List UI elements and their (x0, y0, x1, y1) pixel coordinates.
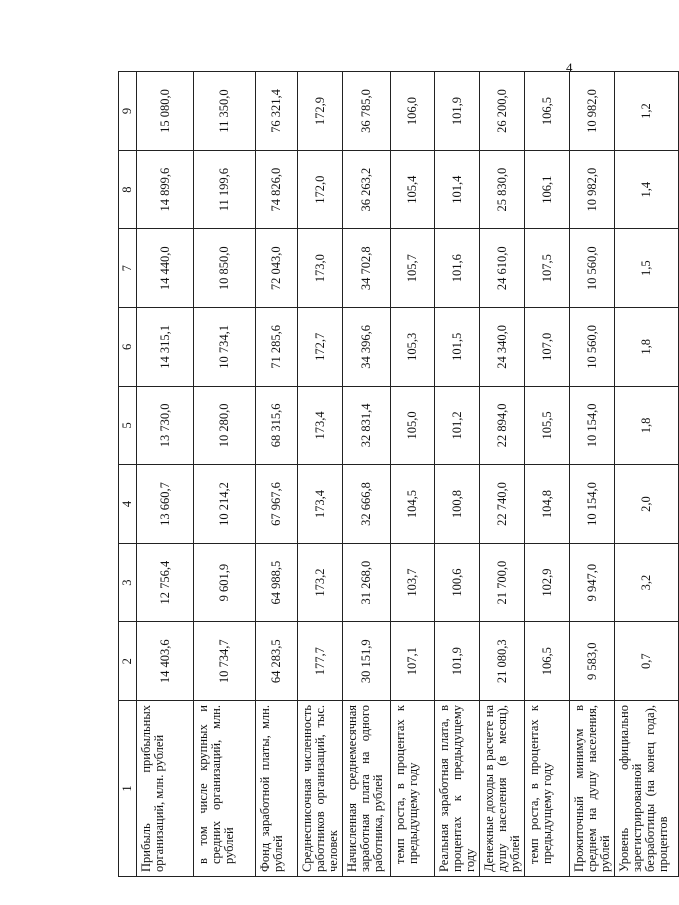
header-cell: 5 (119, 386, 137, 465)
value-cell: 106,5 (525, 72, 570, 151)
value-cell: 14 403,6 (137, 622, 194, 701)
value-cell: 101,4 (435, 150, 480, 229)
value-cell: 1,8 (615, 386, 679, 465)
row-label: Фонд заработной платы, млн. рублей (256, 701, 298, 877)
value-cell: 106,5 (525, 622, 570, 701)
header-cell: 1 (119, 701, 137, 877)
table-row (391, 72, 435, 877)
row-label: Уровень официально зарегистрированной безработицы (на конец года), процентов (615, 701, 679, 877)
value-cell: 11 199,6 (194, 150, 256, 229)
value-cell: 76 321,4 (256, 72, 298, 151)
value-cell: 107,0 (525, 308, 570, 387)
value-cell: 103,7 (391, 543, 435, 622)
header-cell: 4 (119, 465, 137, 544)
value-cell: 21 700,0 (480, 543, 525, 622)
value-cell: 106,1 (525, 150, 570, 229)
value-cell: 173,4 (298, 386, 343, 465)
table-row (525, 72, 570, 877)
value-cell: 32 831,4 (343, 386, 391, 465)
value-cell: 13 730,0 (137, 386, 194, 465)
row-label: Денежные доходы в расчете на душу населения (в месяц), рублей (480, 701, 525, 877)
value-cell: 101,6 (435, 229, 480, 308)
statistics-table (118, 71, 679, 877)
row-label: Среднесписочная численность работников организаций, тыс. человек (298, 701, 343, 877)
table-row (435, 72, 480, 877)
value-cell: 104,5 (391, 465, 435, 544)
value-cell: 21 080,3 (480, 622, 525, 701)
value-cell: 102,9 (525, 543, 570, 622)
value-cell: 64 283,5 (256, 622, 298, 701)
value-cell: 36 785,0 (343, 72, 391, 151)
value-cell: 173,0 (298, 229, 343, 308)
value-cell: 22 740,0 (480, 465, 525, 544)
value-cell: 9 583,0 (570, 622, 615, 701)
value-cell: 32 666,8 (343, 465, 391, 544)
row-label: Прожиточный минимум в среднем на душу населения, рублей (570, 701, 615, 877)
value-cell: 67 967,6 (256, 465, 298, 544)
table-row (480, 72, 525, 877)
header-row (119, 72, 137, 877)
value-cell: 101,9 (435, 622, 480, 701)
header-cell: 6 (119, 308, 137, 387)
row-label: темп роста, в процентах к предыдущему году (525, 701, 570, 877)
row-label: Реальная заработная плата, в процентах к предыдущему году (435, 701, 480, 877)
value-cell: 106,0 (391, 72, 435, 151)
value-cell: 14 899,6 (137, 150, 194, 229)
value-cell: 10 560,0 (570, 229, 615, 308)
value-cell: 2,0 (615, 465, 679, 544)
table-row (137, 72, 194, 877)
value-cell: 105,3 (391, 308, 435, 387)
value-cell: 107,5 (525, 229, 570, 308)
value-cell: 10 214,2 (194, 465, 256, 544)
value-cell: 107,1 (391, 622, 435, 701)
value-cell: 30 151,9 (343, 622, 391, 701)
value-cell: 173,2 (298, 543, 343, 622)
value-cell: 13 660,7 (137, 465, 194, 544)
value-cell: 1,5 (615, 229, 679, 308)
value-cell: 10 982,0 (570, 72, 615, 151)
value-cell: 1,2 (615, 72, 679, 151)
value-cell: 101,5 (435, 308, 480, 387)
row-label: Начисленная среднемесячная заработная плата на одного работника, рублей (343, 701, 391, 877)
value-cell: 101,9 (435, 72, 480, 151)
value-cell: 25 830,0 (480, 150, 525, 229)
value-cell: 11 350,0 (194, 72, 256, 151)
value-cell: 14 440,0 (137, 229, 194, 308)
value-cell: 15 080,0 (137, 72, 194, 151)
value-cell: 10 280,0 (194, 386, 256, 465)
value-cell: 105,5 (525, 386, 570, 465)
row-label: в том числе крупных и средних организаций, млн. рублей (194, 701, 256, 877)
value-cell: 10 982,0 (570, 150, 615, 229)
value-cell: 22 894,0 (480, 386, 525, 465)
value-cell: 34 396,6 (343, 308, 391, 387)
value-cell: 71 285,6 (256, 308, 298, 387)
value-cell: 104,8 (525, 465, 570, 544)
value-cell: 31 268,0 (343, 543, 391, 622)
row-label: темп роста, в процентах к предыдущему году (391, 701, 435, 877)
value-cell: 1,8 (615, 308, 679, 387)
row-label: Прибыль прибыльных организаций, млн. рублей (137, 701, 194, 877)
value-cell: 3,2 (615, 543, 679, 622)
value-cell: 26 200,0 (480, 72, 525, 151)
table-body (137, 72, 679, 877)
value-cell: 24 610,0 (480, 229, 525, 308)
value-cell: 105,7 (391, 229, 435, 308)
value-cell: 101,2 (435, 386, 480, 465)
value-cell: 172,7 (298, 308, 343, 387)
value-cell: 10 734,1 (194, 308, 256, 387)
table-row (570, 72, 615, 877)
value-cell: 172,0 (298, 150, 343, 229)
header-cell: 3 (119, 543, 137, 622)
value-cell: 74 826,0 (256, 150, 298, 229)
value-cell: 9 947,0 (570, 543, 615, 622)
table-row (615, 72, 679, 877)
table-row (256, 72, 298, 877)
value-cell: 105,4 (391, 150, 435, 229)
value-cell: 10 734,7 (194, 622, 256, 701)
value-cell: 14 315,1 (137, 308, 194, 387)
value-cell: 0,7 (615, 622, 679, 701)
value-cell: 177,7 (298, 622, 343, 701)
value-cell: 34 702,8 (343, 229, 391, 308)
value-cell: 10 154,0 (570, 465, 615, 544)
value-cell: 64 988,5 (256, 543, 298, 622)
table-row (194, 72, 256, 877)
header-cell: 2 (119, 622, 137, 701)
value-cell: 1,4 (615, 150, 679, 229)
header-cell: 7 (119, 229, 137, 308)
value-cell: 100,6 (435, 543, 480, 622)
table-row (298, 72, 343, 877)
value-cell: 36 263,2 (343, 150, 391, 229)
value-cell: 10 850,0 (194, 229, 256, 308)
page-number: 4 (566, 60, 573, 75)
header-cell: 9 (119, 72, 137, 151)
value-cell: 24 340,0 (480, 308, 525, 387)
value-cell: 173,4 (298, 465, 343, 544)
value-cell: 12 756,4 (137, 543, 194, 622)
value-cell: 9 601,9 (194, 543, 256, 622)
value-cell: 10 154,0 (570, 386, 615, 465)
header-cell: 8 (119, 150, 137, 229)
value-cell: 72 043,0 (256, 229, 298, 308)
value-cell: 10 560,0 (570, 308, 615, 387)
rotated-table-container (118, 71, 679, 877)
table-row (343, 72, 391, 877)
value-cell: 100,8 (435, 465, 480, 544)
value-cell: 172,9 (298, 72, 343, 151)
value-cell: 105,0 (391, 386, 435, 465)
value-cell: 68 315,6 (256, 386, 298, 465)
